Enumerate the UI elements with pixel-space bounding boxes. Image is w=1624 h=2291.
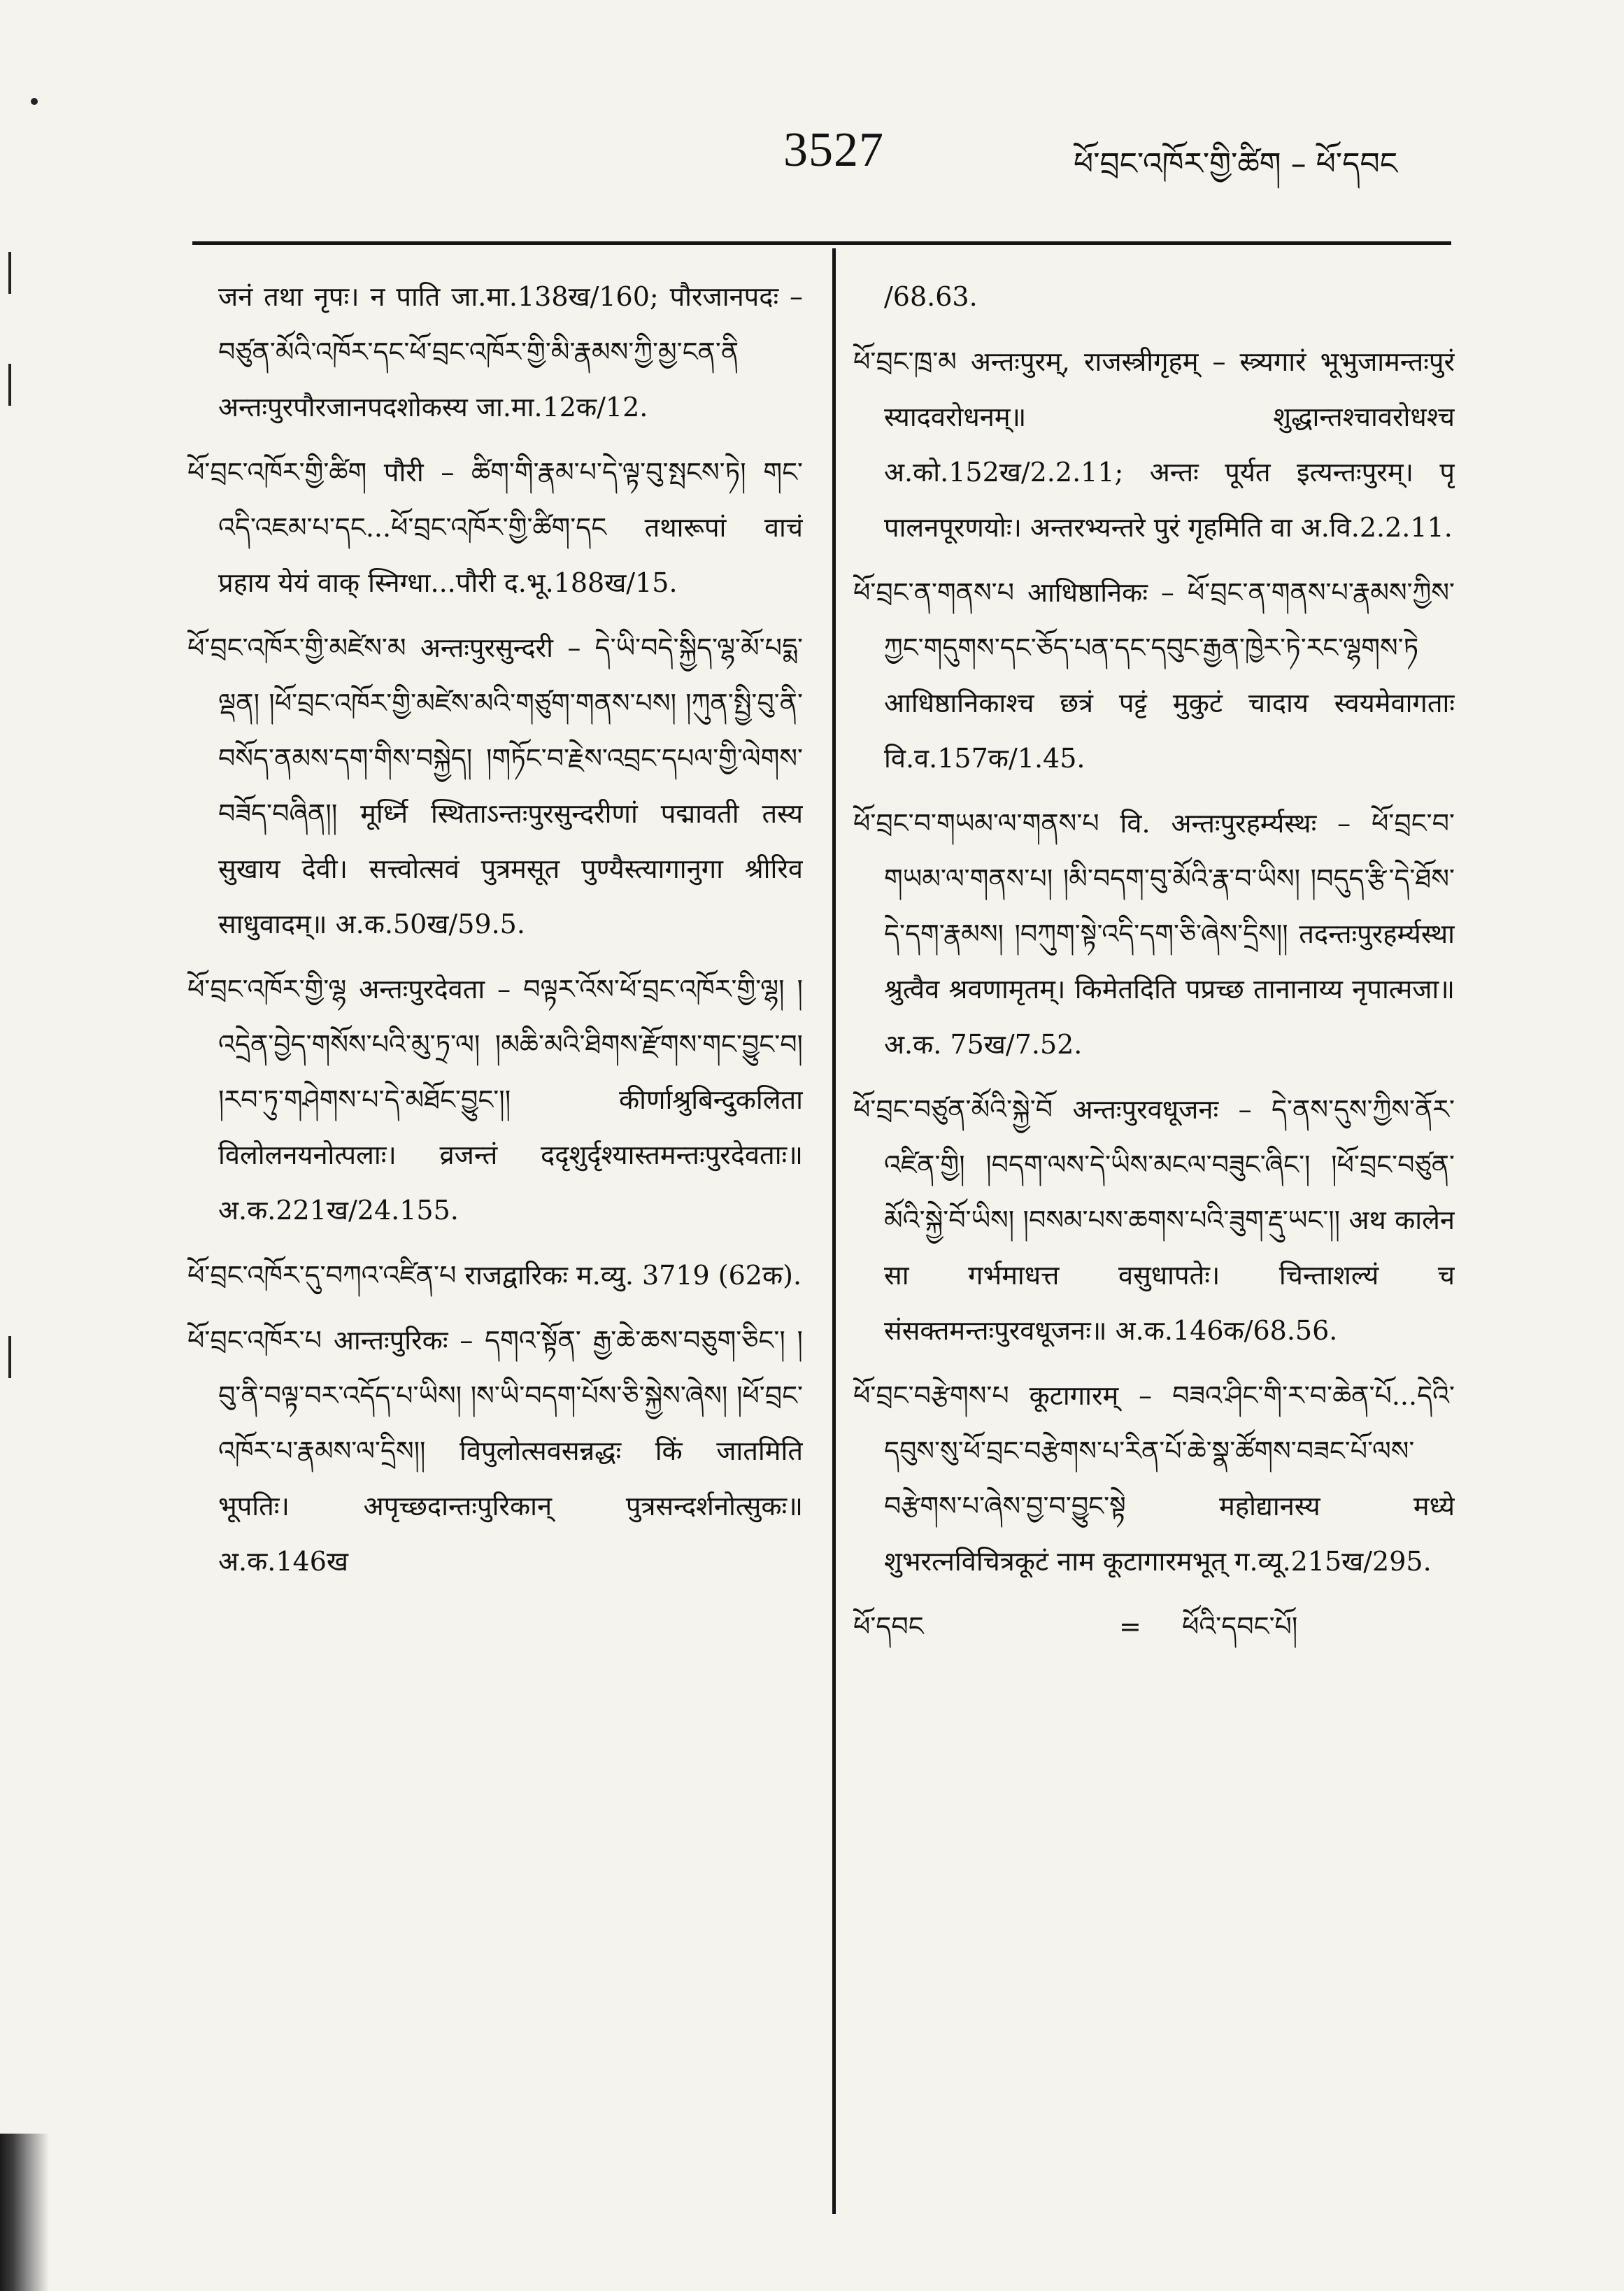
cross-reference-entry: [853, 1599, 1455, 1654]
right-column: [853, 269, 1455, 2207]
cross-reference-headword: ཕོ་དབང: [853, 1611, 924, 1642]
cross-reference-target: ཕོའི་དབང་པོ།: [1182, 1611, 1298, 1642]
left-column: [187, 269, 803, 2207]
dictionary-entry: जनं तथा नृपः। न पाति जा.मा.138ख/160; पौरजानपदः – བཙུན་མོའི་འཁོར་དང་ཕོ་བྲང་འཁོར་གྱི་མི་རྣམས་ཀྱི་མྱ་ངན་ནི अन्तःपुरपौरजानपदशोकस्य जा.मा.12क/12.: [218, 281, 803, 423]
dictionary-entry: ཕོ་བྲང་ན་གནས་པ आधिष्ठानिकः – ཕོ་བྲང་ན་གནས་པ་རྣམས་ཀྱིས་ཀྱང་གདུགས་དང་ཅོད་པན་དང་དབུང་རྒྱན་ཁྱེར་ཏེ་རང་ལྷགས་ཏེ आधिष्ठानिकाश्च छत्रं पट्टं मुकुटं चादाय स्वयमेवागताः वि.व.157क/1.45.: [853, 577, 1455, 774]
dictionary-entry: ཕོ་བྲང་འཁོར་གྱི་ཚིག पौरी – ཚིག་གི་རྣམ་པ་དེ་ལྟ་བུ་སྤངས་ཏེ། གང་འདི་འཇམ་པ་དང...ཕོ་བྲང་འཁོར་གྱི་ཚིག་དང तथारूपां वाचं प्रहाय येयं वाक् स्निग्धा...पौरी द.भू.188ख/15.: [187, 457, 803, 598]
scan-mark: [8, 364, 11, 406]
scan-speck: [31, 98, 38, 105]
scan-binding-edge: [0, 2134, 49, 2291]
dictionary-entry: ཕོ་བྲང་བརྩེགས་པ कूटागारम् – བཟའ་ཤིང་གི་ར་བ་ཆེན་པོ...དེའི་དབུས་སུ་ཕོ་བྲང་བརྩེགས་པ་རིན་པོ་ཆེ་སྣ་ཚོགས་བཟང་པོ་ལས་བརྩེགས་པ་ཞེས་བྱ་བ་བྱུང་སྟེ महोद्यानस्य मध्ये शुभरत्नविचित्रकूटं नाम कूटागारमभूत् ग.व्यू.215ख/295.: [853, 1380, 1455, 1577]
dictionary-entry: ཕོ་བྲང་འཁོར་དུ་བཀའ་འཛིན་པ राजद्वारिकः म.व्यु. 3719 (62क).: [187, 1260, 802, 1291]
dictionary-entry: ཕོ་བྲང་འཁོར་གྱི་མཛེས་མ अन्तःपुरसुन्दरी – དེ་ཡི་བདེ་སྐྱིད་ལྷ་མོ་པདྨ་ལྡན། །ཕོ་བྲང་འཁོར་གྱི་མཛེས་མའི་གཙུག་གནས་པས། །ཀུན་སྤྱི་བུ་ནི་བསོད་ནམས་དག་གིས་བསྐྱེད། །གཏོང་བ་རྗེས་འབྲང་དཔལ་གྱི་ལེགས་བཟོད་བཞིན།། मूर्ध्नि स्थिताऽन्तःपुरसुन्दरीणां पद्मावती तस्य सुखाय देवी। सत्त्वोत्सवं पुत्रमसूत पुण्यैस्त्यागानुगा श्रीरिव साधुवादम्॥ अ.क.50ख/59.5.: [187, 632, 803, 939]
equals-sign: =: [1119, 1611, 1141, 1642]
column-divider: [832, 248, 836, 2214]
dictionary-entry: ཕོ་བྲང་ཁྲ་མ अन्तःपुरम्, राजस्त्रीगृहम् – स्त्र्यगारं भूभुजामन्तःपुरं स्यादवरोधनम्॥ शुद्धान्तश्चावरोधश्च अ.को.152ख/2.2.11; अन्तः पूर्यत इत्यन्तःपुरम्। पृ पालनपूरणयोः। अन्तरभ्यन्तरे पुरं गृहमिति वा अ.वि.2.2.11.: [853, 346, 1455, 543]
dictionary-entry: /68.63.: [884, 281, 978, 312]
page-number: 3527: [783, 123, 884, 177]
running-head: ཕོ་བྲང་འཁོར་གྱི་ཚིག – ཕོ་དབང: [1074, 146, 1398, 182]
dictionary-entry: ཕོ་བྲང་འཁོར་པ आन्तःपुरिकः – དགའ་སྟོན་ རྒྱ་ཆེ་ཆས་བཅུག་ཅིང་། །བུ་ནི་བལྟ་བར་འདོད་པ་ཡིས། །ས་ཡི་བདག་པོས་ཅི་སྐྱེས་ཞེས། །ཕོ་བྲང་འཁོར་པ་རྣམས་ལ་དྲིས།། विपुलोत्सवसन्नद्धः किं जातमिति भूपतिः। अपृच्छदान्तःपुरिकान् पुत्रसन्दर्शनोत्सुकः॥ अ.क.146ख: [187, 1325, 803, 1577]
dictionary-entry: ཕོ་བྲང་འཁོར་གྱི་ལྷ अन्तःपुरदेवता – བལྟར་འོས་ཕོ་བྲང་འཁོར་གྱི་ལྷ། །འདྲེན་བྱེད་གསོས་པའི་མུ་ཏྲ་ལ། །མཆི་མའི་ཐིགས་རྫོགས་གང་བྱུང་བ། །རབ་ཏུ་གཤེགས་པ་དེ་མཐོང་བྱུང་།། कीर्णाश्रुबिन्दुकलिता विलोलनयनोत्पलाः। व्रजन्तं ददृशुर्दृश्यास्तमन्तःपुरदेवताः॥ अ.क.221ख/24.155.: [187, 974, 803, 1226]
scan-mark: [8, 1336, 11, 1378]
header-rule: [192, 241, 1451, 245]
scan-mark: [8, 252, 11, 294]
dictionary-entry: ཕོ་བྲང་བཙུན་མོའི་སྐྱེ་བོ अन्तःपुरवधूजनः – དེ་ནས་དུས་ཀྱིས་ནོར་འཛིན་གྱི། །བདག་ལས་དེ་ཡིས་མངལ་བཟུང་ཞིང་། །ཕོ་བྲང་བཙུན་མོའི་སྐྱེ་བོ་ཡིས། །བསམ་པས་ཆགས་པའི་ཟུག་རྡུ་ཡང་།། अथ कालेन सा गर्भमाधत्त वसुधापतेः। चिन्ताशल्यं च संसक्तमन्तःपुरवधूजनः॥ अ.क.146क/68.56.: [853, 1094, 1455, 1346]
dictionary-entry: ཕོ་བྲང་བ་གཡམ་ལ་གནས་པ वि. अन्तःपुरहर्म्यस्थः – ཕོ་བྲང་བ་གཡམ་ལ་གནས་པ། །མི་བདག་བུ་མོའི་རྣ་བ་ཡིས། །བདུད་རྩི་དེ་ཐོས་དེ་དག་རྣམས། །བཀུག་སྟེ་འདི་དག་ཅི་ཞེས་དྲིས།། तदन्तःपुरहर्म्यस्था श्रुत्वैव श्रवणामृतम्। किमेतदिति पप्रच्छ तानानाय्य नृपात्मजा॥ अ.क. 75ख/7.52.: [853, 808, 1455, 1060]
